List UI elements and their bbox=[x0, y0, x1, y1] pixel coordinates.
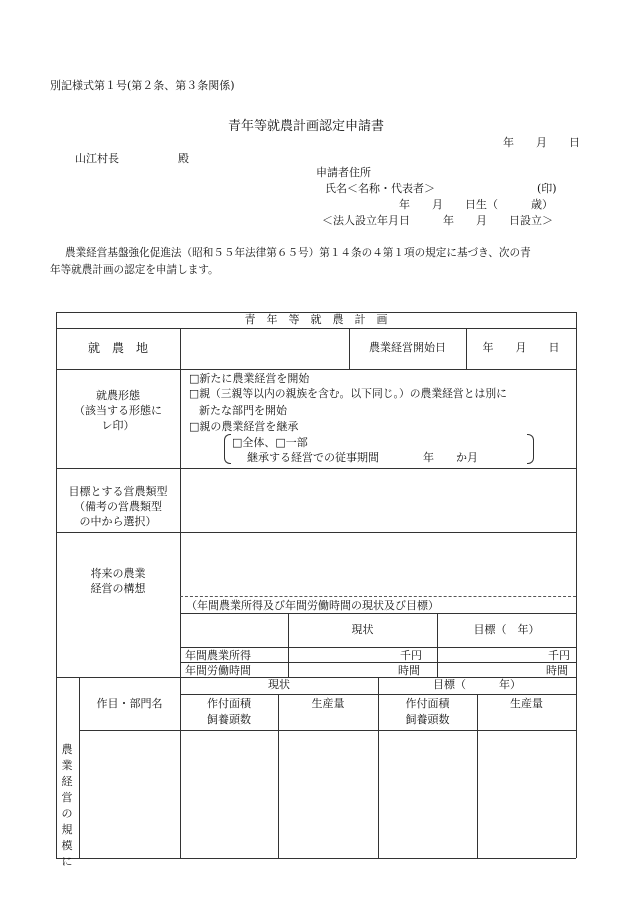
farm-land-value[interactable] bbox=[180, 328, 349, 369]
plan-title: 青 年 等 就 農 計 画 bbox=[244, 312, 388, 326]
start-date-value[interactable]: 年 月 日 bbox=[482, 341, 560, 355]
applicant-name-label: 氏名＜名称・代表者＞ bbox=[325, 182, 435, 195]
annual-hours-label: 年間労働時間 bbox=[185, 664, 251, 677]
option-inherit-scope[interactable]: □全体、□一部 bbox=[232, 436, 308, 449]
application-date: 年 月 日 bbox=[503, 136, 580, 149]
crop-division-label: 作目・部門名 bbox=[96, 696, 163, 710]
option-new-division-b: 新たな部門を開始 bbox=[199, 404, 287, 417]
option-inherit[interactable]: □親の農業経営を継承 bbox=[189, 420, 299, 433]
target-type-label-2: （備考の営農類型 bbox=[74, 500, 162, 513]
applicant-address-label: 申請者住所 bbox=[316, 166, 371, 179]
corporation-established-line: ＜法人設立年月日 年 月 日設立＞ bbox=[322, 214, 553, 227]
scale-current-header: 現状 bbox=[268, 678, 290, 692]
income-hours-heading: （年間農業所得及び年間労働時間の現状及び目標） bbox=[186, 599, 439, 612]
farming-type-label-3: レ印） bbox=[101, 419, 135, 432]
annual-income-label: 年間農業所得 bbox=[185, 649, 251, 662]
vision-label-2: 経営の構想 bbox=[90, 582, 146, 595]
application-statement-line1: 農業経営基盤強化促進法（昭和５５年法律第６５号）第１４条の４第１項の規定に基づき、次の青 bbox=[65, 247, 531, 259]
farm-land-label: 就 農 地 bbox=[87, 341, 148, 356]
form-number: 別記様式第１号(第２条、第３条関係) bbox=[50, 79, 235, 92]
option-new-farming[interactable]: □新たに農業経営を開始 bbox=[189, 372, 310, 385]
current-area-label-1: 作付面積 bbox=[207, 697, 251, 710]
income-current-header: 現状 bbox=[351, 622, 374, 636]
goal-area-label-2: 飼養頭数 bbox=[405, 713, 450, 726]
application-statement-line2: 年等就農計画の認定を申請します。 bbox=[50, 264, 219, 276]
birth-date-line: 年 月 日生（ 歳） bbox=[399, 198, 553, 211]
target-type-label-1: 目標とする営農類型 bbox=[68, 485, 168, 498]
left-bracket bbox=[224, 434, 231, 464]
income-current-unit: 千円 bbox=[400, 649, 422, 662]
farming-type-label-2: （該当する形態に bbox=[74, 404, 162, 417]
target-type-label-3: の中から選択） bbox=[79, 515, 157, 528]
start-date-label: 農業経営開始日 bbox=[369, 341, 446, 355]
hours-goal-unit: 時間 bbox=[546, 664, 568, 677]
income-goal-header: 目標（ 年） bbox=[473, 622, 540, 636]
farming-type-label-1: 就農形態 bbox=[96, 389, 140, 402]
scale-goal-header: 目標（ 年） bbox=[433, 678, 521, 692]
option-new-division-a[interactable]: □親（三親等以内の親族を含む。以下同じ。）の農業経営とは別に bbox=[189, 387, 507, 400]
farm-scale-vertical-label: 農 業 経 営 の 規 模 に bbox=[61, 743, 73, 868]
addressee: 山江村長 bbox=[75, 152, 119, 165]
honorific: 殿 bbox=[178, 152, 189, 165]
goal-production-label: 生産量 bbox=[510, 697, 543, 710]
option-inherit-period: 継承する経営での従事期間 年 か月 bbox=[247, 451, 478, 464]
hours-current-unit: 時間 bbox=[398, 664, 420, 677]
current-area-label-2: 飼養頭数 bbox=[207, 713, 251, 726]
right-bracket bbox=[527, 434, 534, 464]
vision-label-1: 将来の農業 bbox=[90, 567, 146, 580]
seal-mark: (印) bbox=[537, 182, 557, 195]
income-goal-unit: 千円 bbox=[548, 649, 570, 662]
document-title: 青年等就農計画認定申請書 bbox=[228, 119, 385, 134]
goal-area-label-1: 作付面積 bbox=[405, 697, 450, 710]
current-production-label: 生産量 bbox=[311, 697, 345, 710]
